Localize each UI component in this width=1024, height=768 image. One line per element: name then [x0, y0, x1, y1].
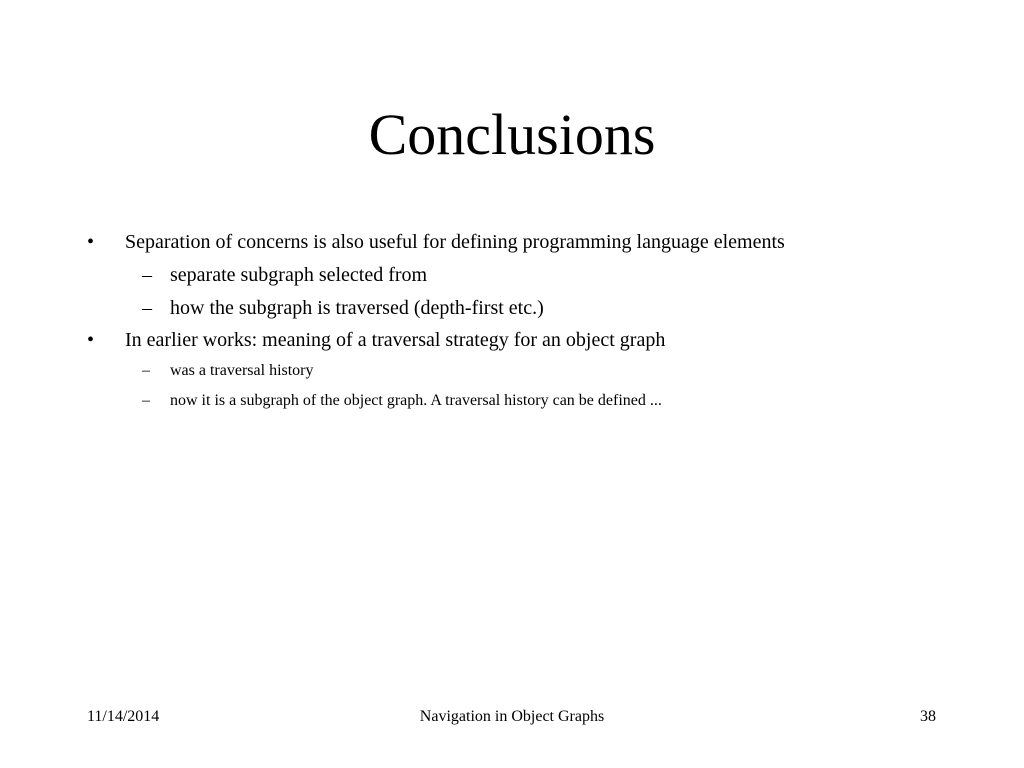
sub-bullet-text: was a traversal history	[170, 362, 314, 379]
bullet-marker: •	[87, 329, 95, 351]
sub-bullet-marker: –	[142, 392, 150, 409]
footer-date: 11/14/2014	[87, 708, 160, 725]
slide-title: Conclusions	[368, 102, 656, 167]
sub-bullet-marker: –	[142, 297, 152, 319]
sub-bullet-text: how the subgraph is traversed (depth-first etc.)	[170, 297, 544, 319]
footer-page-number: 38	[920, 708, 936, 725]
bullet-text: Separation of concerns is also useful for defining programming language elements	[125, 231, 785, 253]
sub-bullet-text: separate subgraph selected from	[170, 264, 428, 286]
footer-title: Navigation in Object Graphs	[419, 708, 605, 725]
sub-bullet-text: now it is a subgraph of the object graph. A traversal history can be defined ...	[170, 392, 662, 409]
bullet-marker: •	[87, 231, 95, 253]
sub-bullet-marker: –	[142, 264, 152, 286]
bullet-text: In earlier works: meaning of a traversal strategy for an object graph	[125, 329, 666, 351]
sub-bullet-marker: –	[142, 362, 150, 379]
